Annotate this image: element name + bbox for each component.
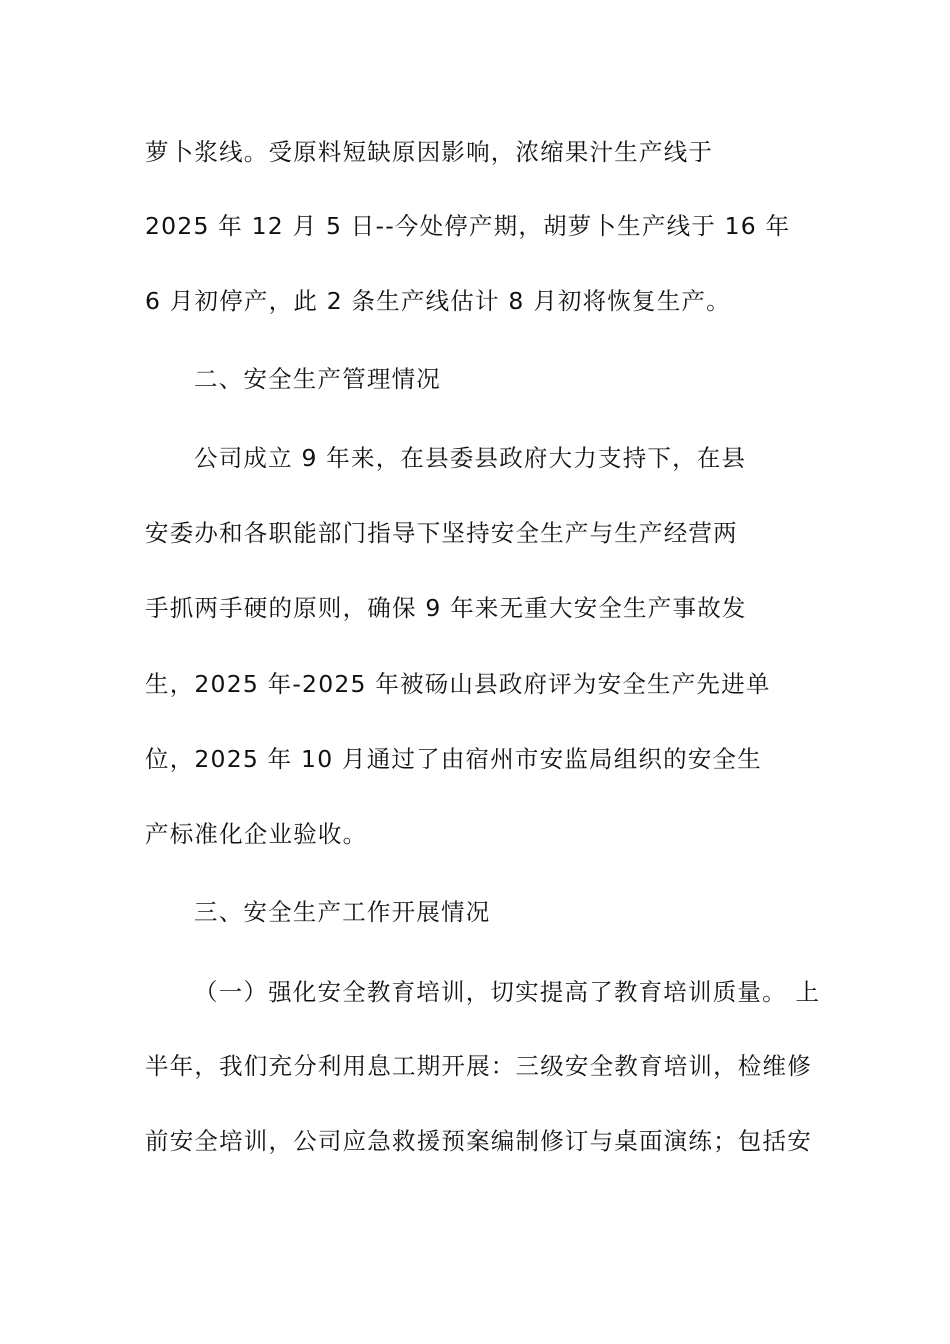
section-heading: 三、安全生产工作开展情况 (194, 898, 491, 926)
paragraph-line: 公司成立 9 年来，在县委县政府大力支持下，在县 (194, 444, 747, 472)
paragraph-line: （一）强化安全教育培训，切实提高了教育培训质量。 上 (194, 978, 821, 1006)
paragraph-line: 6 月初停产，此 2 条生产线估计 8 月初将恢复生产。 (145, 287, 731, 315)
section-heading: 二、安全生产管理情况 (194, 365, 441, 393)
paragraph-line: 前安全培训，公司应急救援预案编制修订与桌面演练；包括安 (145, 1127, 812, 1155)
paragraph-line: 产标准化企业验收。 (145, 820, 368, 848)
paragraph-line: 安委办和各职能部门指导下坚持安全生产与生产经营两 (145, 519, 738, 547)
paragraph-line: 手抓两手硬的原则，确保 9 年来无重大安全生产事故发 (145, 594, 747, 622)
paragraph-line: 2025 年 12 月 5 日--今处停产期，胡萝卜生产线于 16 年 (145, 212, 791, 240)
paragraph-line: 半年，我们充分利用息工期开展：三级安全教育培训，检维修 (145, 1052, 812, 1080)
paragraph-line: 生，2025 年-2025 年被砀山县政府评为安全生产先进单 (145, 670, 771, 698)
paragraph-line: 位，2025 年 10 月通过了由宿州市安监局组织的安全生 (145, 745, 762, 773)
paragraph-line: 萝卜浆线。受原料短缺原因影响，浓缩果汁生产线于 (145, 138, 714, 166)
